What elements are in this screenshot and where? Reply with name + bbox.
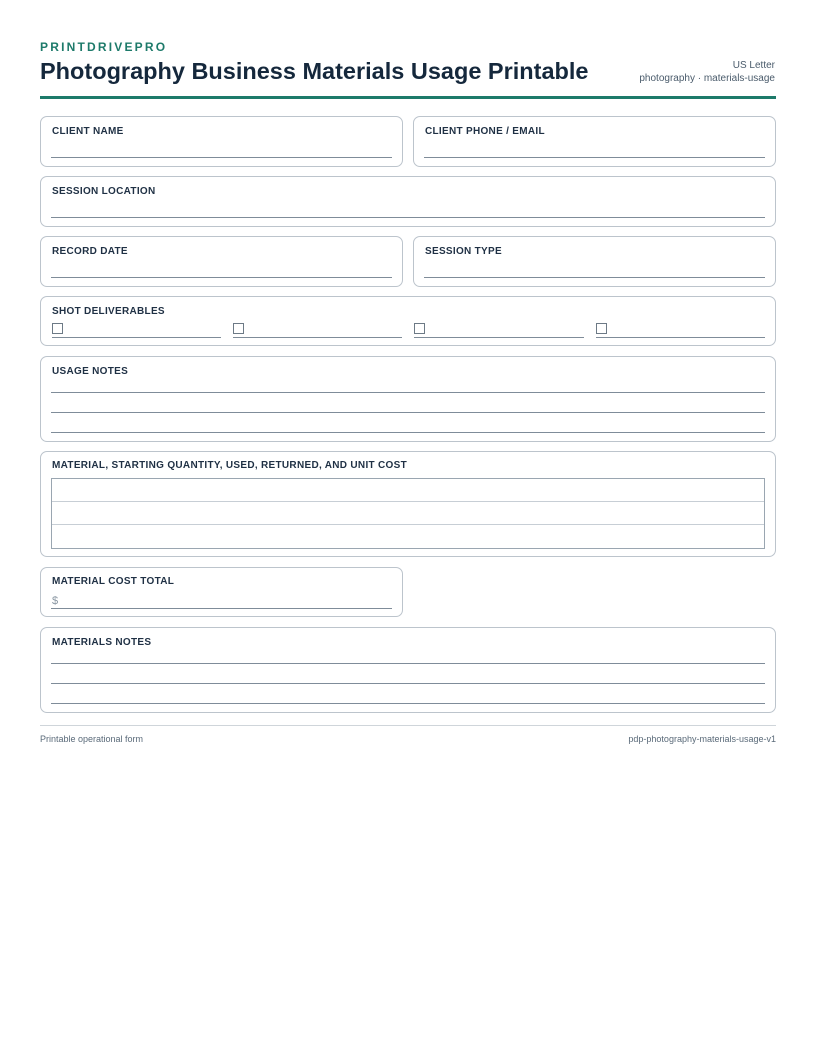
shot-deliverables-field	[40, 296, 776, 346]
deliverable-line[interactable]	[233, 337, 402, 338]
materials-notes-label: MATERIALS NOTES	[52, 637, 152, 648]
table-row[interactable]	[52, 525, 764, 548]
materials-table-label: MATERIAL, STARTING QUANTITY, USED, RETURNED, AND UNIT COST	[52, 460, 407, 471]
shot-deliverables-label: SHOT DELIVERABLES	[52, 306, 165, 317]
client-name-label: CLIENT NAME	[52, 126, 124, 137]
session-type-field[interactable]	[413, 236, 776, 287]
session-location-line[interactable]	[51, 217, 765, 218]
materials-table-field	[40, 451, 776, 557]
deliverable-line[interactable]	[52, 337, 221, 338]
deliverable-line[interactable]	[414, 337, 584, 338]
session-location-field[interactable]	[40, 176, 776, 227]
footer-left: Printable operational form	[40, 734, 144, 744]
client-contact-field[interactable]	[413, 116, 776, 167]
usage-notes-label: USAGE NOTES	[52, 366, 129, 377]
record-date-field[interactable]	[40, 236, 403, 287]
brand-name: PRINTDRIVEPRO	[40, 40, 168, 54]
header-rule	[40, 96, 776, 99]
client-name-field[interactable]	[40, 116, 403, 167]
client-name-line[interactable]	[51, 157, 392, 158]
materials-notes-line[interactable]	[51, 683, 765, 684]
material-cost-total-field[interactable]	[40, 567, 403, 617]
table-row[interactable]	[52, 502, 764, 525]
materials-notes-field[interactable]	[40, 627, 776, 713]
form-tags: photography · materials-usage	[639, 73, 775, 84]
session-location-label: SESSION LOCATION	[52, 186, 156, 197]
materials-notes-line[interactable]	[51, 663, 765, 664]
deliverable-checkbox[interactable]	[414, 323, 425, 334]
page-title: Photography Business Materials Usage Printable	[40, 58, 589, 84]
usage-notes-field[interactable]	[40, 356, 776, 442]
session-type-line[interactable]	[424, 277, 765, 278]
paper-size: US Letter	[732, 60, 775, 71]
deliverable-checkbox[interactable]	[52, 323, 63, 334]
client-contact-line[interactable]	[424, 157, 765, 158]
record-date-label: RECORD DATE	[52, 246, 128, 257]
usage-notes-line[interactable]	[51, 412, 765, 413]
table-row[interactable]	[52, 479, 764, 502]
materials-notes-line[interactable]	[51, 703, 765, 704]
materials-table	[51, 478, 765, 549]
client-contact-label: CLIENT PHONE / EMAIL	[425, 126, 545, 137]
footer-rule	[40, 725, 776, 726]
deliverable-checkbox[interactable]	[596, 323, 607, 334]
usage-notes-line[interactable]	[51, 392, 765, 393]
currency-symbol: $	[52, 595, 59, 607]
form-id: pdp-photography-materials-usage-v1	[628, 734, 776, 744]
record-date-line[interactable]	[51, 277, 392, 278]
material-cost-total-label: MATERIAL COST TOTAL	[52, 576, 175, 587]
material-cost-total-line[interactable]	[51, 608, 392, 609]
usage-notes-line[interactable]	[51, 432, 765, 433]
deliverable-checkbox[interactable]	[233, 323, 244, 334]
session-type-label: SESSION TYPE	[425, 246, 502, 257]
form-meta	[639, 59, 775, 85]
deliverable-line[interactable]	[596, 337, 765, 338]
